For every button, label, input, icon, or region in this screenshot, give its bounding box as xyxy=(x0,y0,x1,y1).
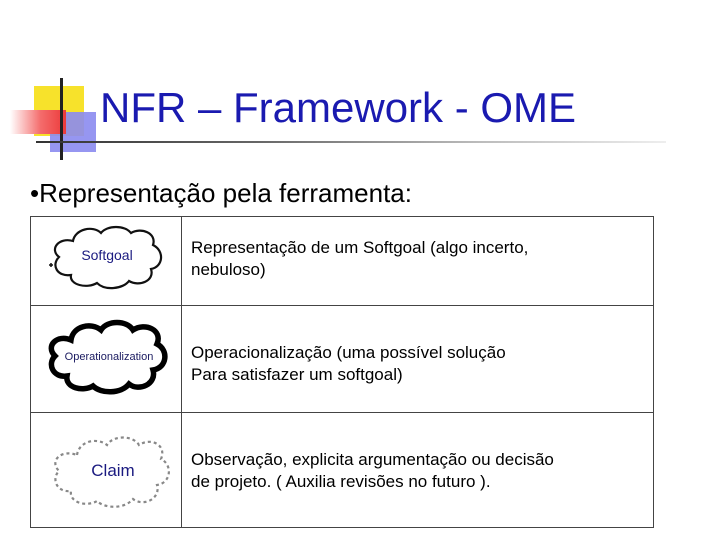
notation-table xyxy=(30,216,654,528)
symbol-cell xyxy=(31,413,182,527)
title-underline xyxy=(36,141,666,143)
symbol-cell xyxy=(31,306,182,412)
decor-vertical-line xyxy=(60,78,63,160)
decor-red-bar xyxy=(10,110,66,134)
description-line: Representação de um Softgoal (algo incerto, xyxy=(191,238,529,257)
description-line: Observação, explicita argumentação ou decisão xyxy=(191,450,554,469)
description-line: de projeto. ( Auxilia revisões no futuro ). xyxy=(191,472,491,491)
symbol-cell xyxy=(31,217,182,305)
notation-row-softgoal xyxy=(31,217,653,306)
page-title: NFR – Framework - OME xyxy=(100,84,577,131)
operationalization-label: Operationalization xyxy=(64,351,154,363)
claim-label: Claim xyxy=(91,461,135,480)
operationalization-description xyxy=(191,342,641,386)
notation-row-claim xyxy=(31,413,653,527)
description-line: nebuloso) xyxy=(191,260,266,279)
softgoal-label: Softgoal xyxy=(81,247,133,263)
description-line: Operacionalização (uma possível solução xyxy=(191,343,506,362)
bullet-text: •Representação pela ferramenta: xyxy=(30,178,412,208)
softgoal-description xyxy=(191,237,641,281)
notation-row-operationalization xyxy=(31,306,653,413)
claim-description xyxy=(191,449,641,493)
description-line: Para satisfazer um softgoal) xyxy=(191,365,403,384)
